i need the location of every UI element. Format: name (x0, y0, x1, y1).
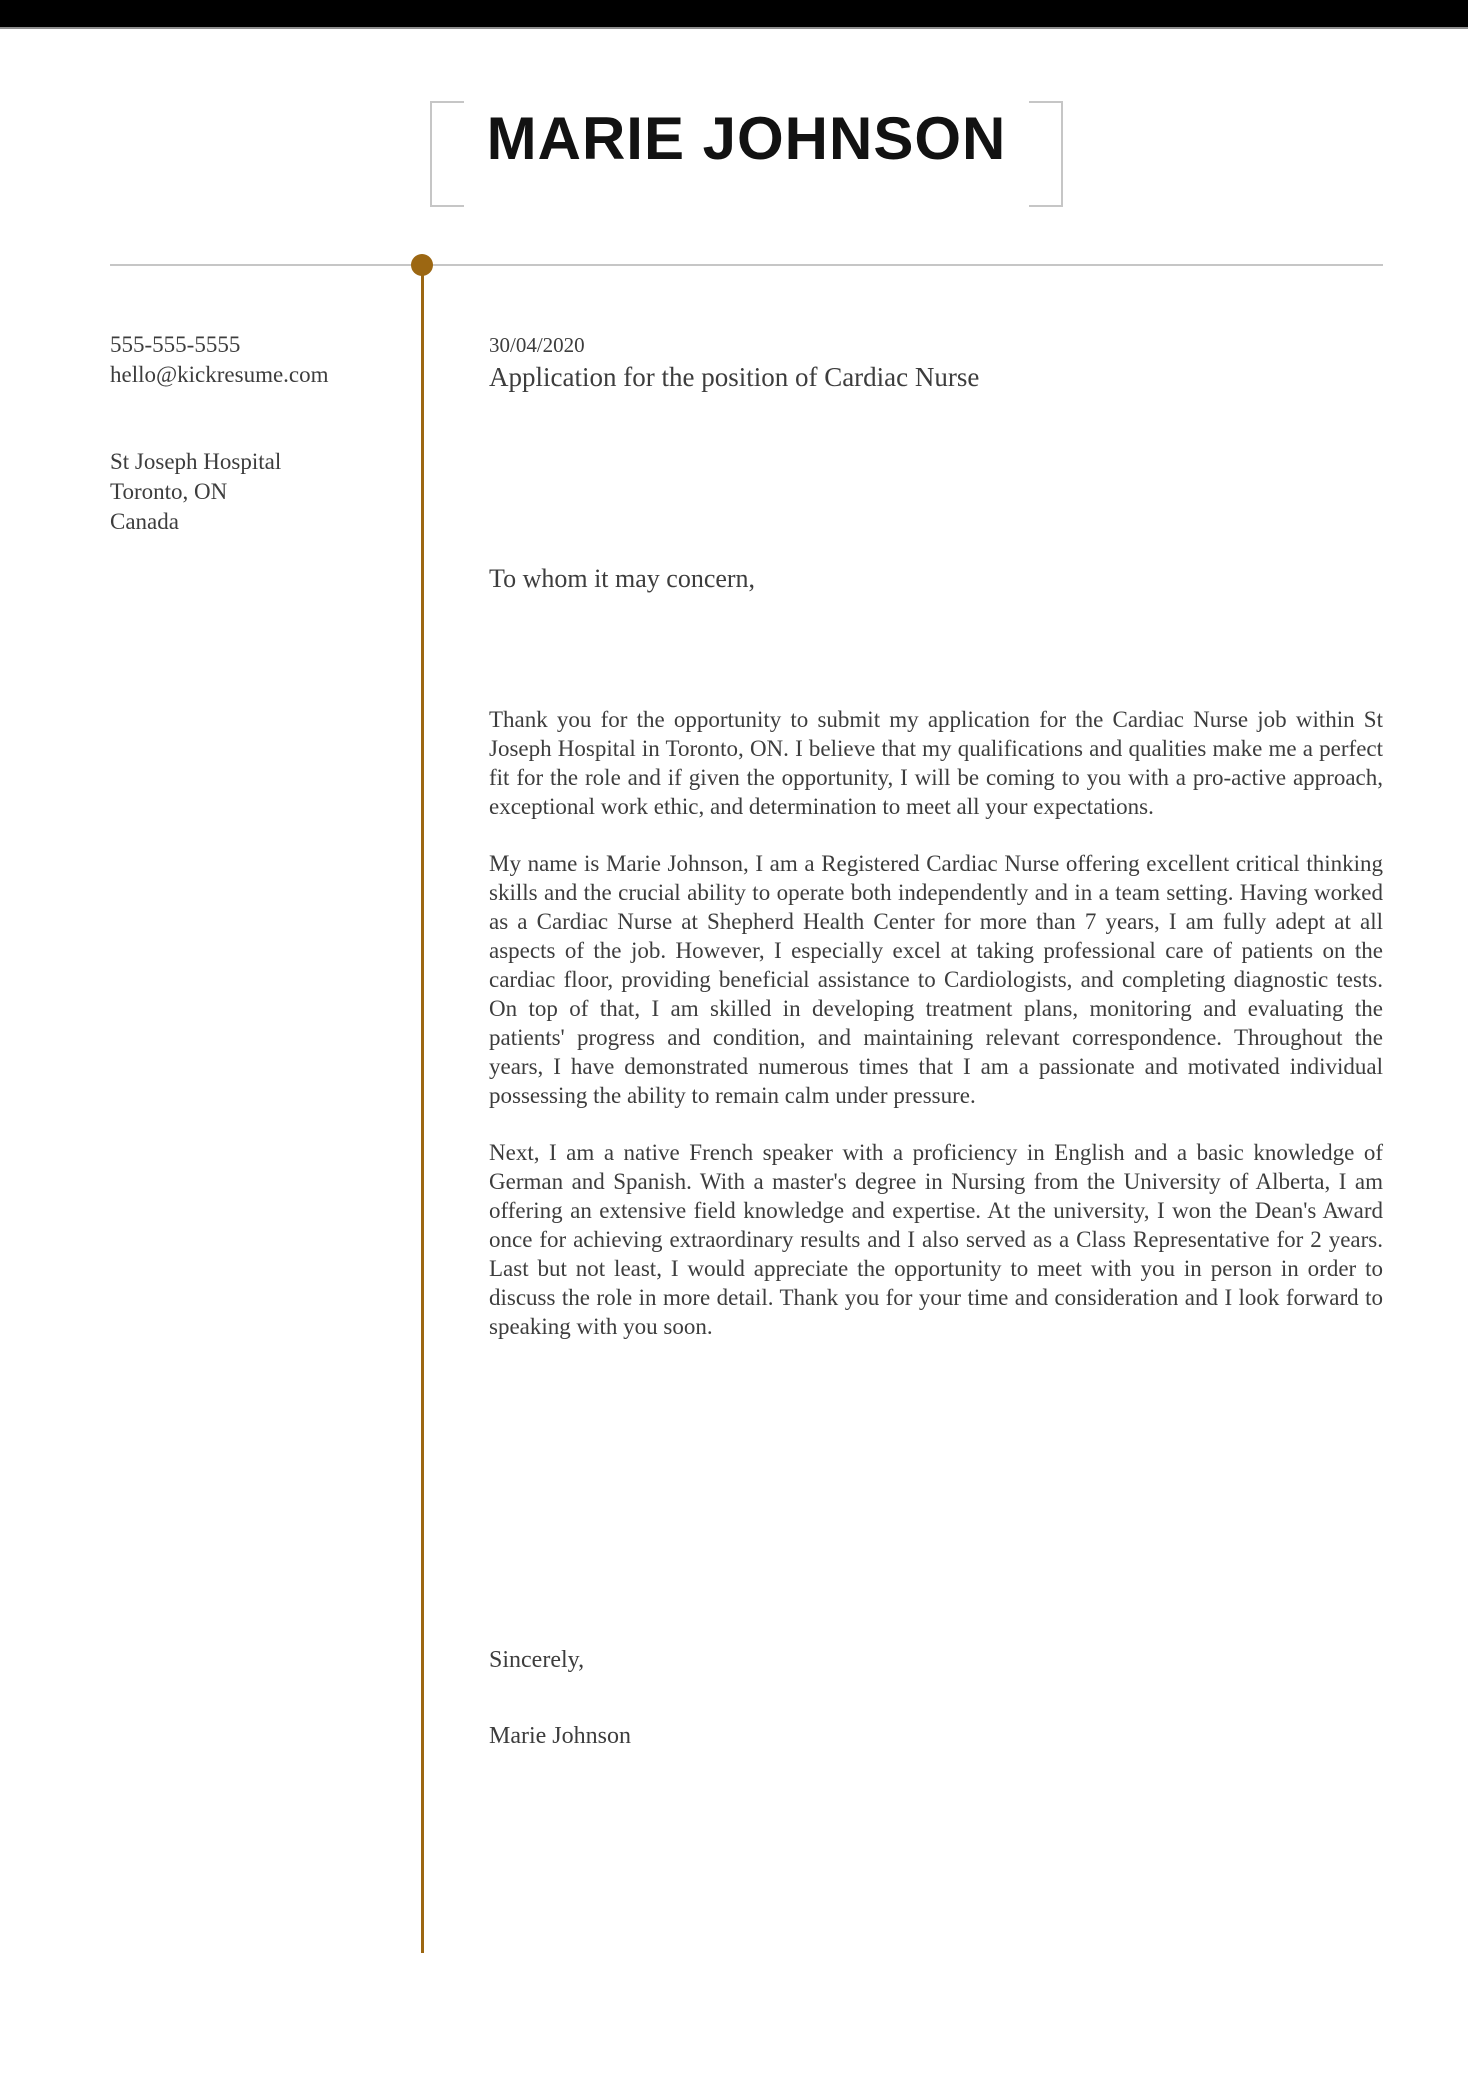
body-paragraph: Next, I am a native French speaker with a proficiency in English and a basic knowledge of German and Spanish. With a master's degree in Nursing from the University of Alberta, I am offering an extensive field knowledge and expertise. At the university, I won the Dean's Award once for achieving extraordinary results and I also served as a Class Representative for 2 years. Last but not least, I would appreciate the opportunity to meet with you in person in order to discuss the role in more detail. Thank you for your time and consideration and I look forward to speaking with you soon. (489, 1140, 1383, 1339)
letter-closing: Sincerely, (489, 1647, 585, 1673)
contact-info (110, 330, 329, 390)
body-paragraph: Thank you for the opportunity to submit my application for the Cardiac Nurse job within St Joseph Hospital in Toronto, ON. I believe that my qualifications and qualities make me a perfect fit for the role and if given the opportunity, I will be coming to you with a pro-active approach, exceptional work ethic, and determination to meet all your expectations. (489, 707, 1383, 819)
recipient-country: Canada (110, 509, 179, 534)
recipient-address (110, 447, 281, 537)
recipient-city: Toronto, ON (110, 479, 228, 504)
header-divider-line (110, 264, 1383, 266)
letter-salutation: To whom it may concern, (489, 564, 756, 593)
timeline-vertical-line (421, 265, 424, 1953)
top-accent-bar (0, 0, 1468, 29)
letter-subject: Application for the position of Cardiac Nurse (489, 362, 980, 392)
email-address: hello@kickresume.com (110, 362, 329, 387)
applicant-name: MARIE JOHNSON (486, 105, 1007, 172)
body-paragraph: My name is Marie Johnson, I am a Registered Cardiac Nurse offering excellent critical thinking skills and the crucial ability to operate both independently and in a team setting. Having worked as a Cardiac Nurse at Shepherd Health Center for more than 7 years, I am fully adept at all aspects of the job. However, I especially excel at taking professional care of patients on the cardiac floor, providing beneficial assistance to Cardiologists, and completing diagnostic tests. On top of that, I am skilled in developing treatment plans, monitoring and evaluating the patients' progress and condition, and maintaining relevant correspondence. Throughout the years, I have demonstrated numerous times that I am a passionate and motivated individual possessing the ability to remain calm under pressure. (489, 851, 1383, 1108)
recipient-organization: St Joseph Hospital (110, 449, 282, 474)
letter-body (489, 705, 1383, 1369)
letter-date: 30/04/2020 (489, 333, 585, 357)
phone-number: 555-555-5555 (110, 332, 241, 357)
signature-name: Marie Johnson (489, 1723, 631, 1749)
